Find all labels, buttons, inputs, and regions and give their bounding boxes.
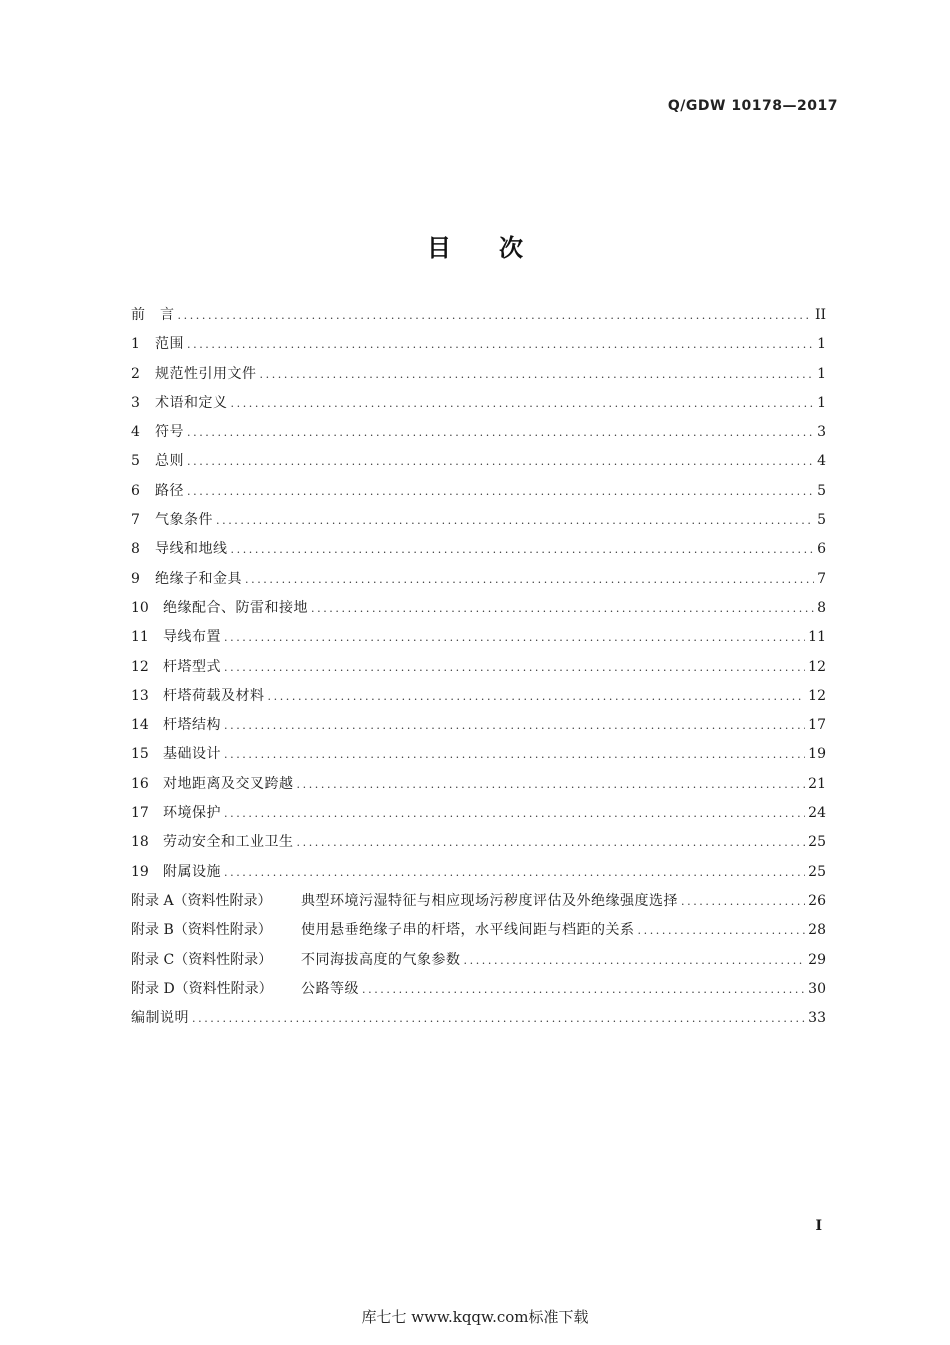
- toc-leader-dots: [187, 477, 814, 506]
- toc-entry-9[interactable]: [131, 565, 826, 594]
- toc-entry-8[interactable]: [131, 535, 826, 564]
- toc-entry-number: 8: [131, 541, 140, 558]
- toc-entry-label: 绝缘配合、防雷和接地: [163, 599, 308, 616]
- toc-leader-dots: [224, 799, 805, 828]
- toc-entry-4[interactable]: [131, 418, 826, 447]
- toc-entry-appendix-a[interactable]: [131, 887, 826, 916]
- toc-entry-label: 路径: [155, 482, 184, 499]
- toc-entry-page: 12: [808, 687, 826, 704]
- toc-entry-number: 附录 C（资料性附录）: [131, 951, 273, 968]
- toc-entry-label: 范围: [155, 336, 184, 353]
- toc-entry-number: 14: [131, 717, 149, 734]
- footer-watermark: 库七七 www.kqqw.com标准下载: [361, 1308, 589, 1326]
- toc-entry-number: 11: [131, 629, 149, 646]
- toc-entry-page: 26: [808, 892, 826, 909]
- toc-leader-dots: [268, 682, 806, 711]
- toc-entry-7[interactable]: [131, 506, 826, 535]
- toc-leader-dots: [224, 711, 805, 740]
- toc-entry-number: 5: [131, 453, 140, 470]
- toc-entry-page: 6: [817, 541, 826, 558]
- toc-entry-foreword[interactable]: [131, 301, 826, 330]
- toc-entry-number: 10: [131, 599, 149, 616]
- toc-entry-label: 不同海拔高度的气象参数: [301, 951, 461, 968]
- toc-entry-19[interactable]: [131, 858, 826, 887]
- toc-title: 目次: [427, 234, 571, 262]
- toc-entry-number: 附录 A（资料性附录）: [131, 892, 272, 909]
- toc-entry-label: 气象条件: [155, 512, 213, 529]
- toc-entry-1[interactable]: [131, 330, 826, 359]
- toc-entry-appendix-b[interactable]: [131, 916, 826, 945]
- toc-leader-dots: [464, 946, 806, 975]
- toc-entry-number: 4: [131, 424, 140, 441]
- toc-entry-label: 导线布置: [163, 629, 221, 646]
- toc-leader-dots: [231, 389, 815, 418]
- toc-entry-label: 总则: [155, 453, 184, 470]
- toc-entry-page: 5: [817, 512, 826, 529]
- toc-entry-label: 使用悬垂绝缘子串的杆塔，水平线间距与档距的关系: [301, 922, 635, 939]
- toc-leader-dots: [187, 330, 814, 359]
- toc-entry-label: 杆塔结构: [163, 717, 221, 734]
- toc-leader-dots: [224, 623, 805, 652]
- toc-entry-page: 1: [817, 336, 826, 353]
- toc-entry-label: 编制说明: [131, 1010, 189, 1027]
- toc-entry-page: 33: [808, 1010, 826, 1027]
- toc-entry-label: 导线和地线: [155, 541, 228, 558]
- toc-entry-page: 3: [817, 424, 826, 441]
- toc-entry-label: 劳动安全和工业卫生: [163, 834, 294, 851]
- toc-entry-page: 7: [817, 570, 826, 587]
- toc-leader-dots: [187, 418, 814, 447]
- toc-entry-5[interactable]: [131, 447, 826, 476]
- toc-entry-label: 杆塔型式: [163, 658, 221, 675]
- toc-entry-label: 典型环境污湿特征与相应现场污秽度评估及外绝缘强度选择: [301, 892, 678, 909]
- toc-entry-number: 附录 B（资料性附录）: [131, 922, 272, 939]
- toc-entry-page: 4: [817, 453, 826, 470]
- toc-leader-dots: [231, 535, 815, 564]
- toc-leader-dots: [362, 975, 805, 1004]
- toc-entry-page: 8: [817, 599, 826, 616]
- toc-entry-number: 19: [131, 863, 149, 880]
- toc-entry-16[interactable]: [131, 770, 826, 799]
- toc-entry-page: II: [814, 307, 826, 323]
- toc-entry-15[interactable]: [131, 740, 826, 769]
- toc-leader-dots: [178, 301, 812, 330]
- toc-entry-label: 前 言: [131, 307, 175, 323]
- toc-leader-dots: [297, 828, 806, 857]
- toc-entry-label: 杆塔荷载及材料: [163, 687, 265, 704]
- toc-leader-dots: [224, 653, 805, 682]
- toc-entry-label: 环境保护: [163, 805, 221, 822]
- toc-entry-compilation-notes[interactable]: [131, 1004, 826, 1033]
- toc-leader-dots: [681, 887, 805, 916]
- toc-entry-page: 28: [808, 922, 826, 939]
- toc-leader-dots: [260, 360, 815, 389]
- toc-leader-dots: [192, 1004, 805, 1033]
- toc-entry-18[interactable]: [131, 828, 826, 857]
- toc-entry-3[interactable]: [131, 389, 826, 418]
- toc-entry-number: 15: [131, 746, 149, 763]
- toc-leader-dots: [245, 565, 814, 594]
- toc-entry-13[interactable]: [131, 682, 826, 711]
- toc-entry-label: 符号: [155, 424, 184, 441]
- toc-entry-number: 3: [131, 394, 140, 411]
- toc-entry-label: 规范性引用文件: [155, 365, 257, 382]
- toc-entry-page: 30: [808, 980, 826, 997]
- toc-entry-label: 对地距离及交叉跨越: [163, 775, 294, 792]
- toc-entry-page: 5: [817, 482, 826, 499]
- toc-leader-dots: [638, 916, 806, 945]
- toc-leader-dots: [187, 447, 814, 476]
- toc-entry-label: 公路等级: [301, 980, 359, 997]
- toc-entry-page: 19: [808, 746, 826, 763]
- toc-entry-number: 17: [131, 805, 149, 822]
- toc-entry-number: 16: [131, 775, 149, 792]
- toc-leader-dots: [224, 740, 805, 769]
- toc-entry-appendix-d[interactable]: [131, 975, 826, 1004]
- toc-entry-page: 24: [808, 805, 826, 822]
- toc-entry-number: 12: [131, 658, 149, 675]
- toc-leader-dots: [216, 506, 814, 535]
- toc-entry-number: 18: [131, 834, 149, 851]
- toc-entry-appendix-c[interactable]: [131, 946, 826, 975]
- toc-entry-label: 附属设施: [163, 863, 221, 880]
- toc-entry-number: 1: [131, 336, 140, 353]
- toc-entry-14[interactable]: [131, 711, 826, 740]
- toc-entry-page: 1: [817, 365, 826, 382]
- toc-entry-10[interactable]: [131, 594, 826, 623]
- toc-entry-page: 25: [808, 863, 826, 880]
- toc-entry-6[interactable]: [131, 477, 826, 506]
- toc-entry-number: 6: [131, 482, 140, 499]
- toc-entry-page: 25: [808, 834, 826, 851]
- toc-entry-2[interactable]: [131, 360, 826, 389]
- toc-entry-number: 附录 D（资料性附录）: [131, 980, 273, 997]
- toc-entry-page: 21: [808, 775, 826, 792]
- toc-leader-dots: [224, 858, 805, 887]
- toc-entry-number: 9: [131, 570, 140, 587]
- standard-code: Q/GDW 10178—2017: [667, 98, 838, 114]
- toc-entry-label: 术语和定义: [155, 394, 228, 411]
- toc-entry-11[interactable]: [131, 623, 826, 652]
- toc-entry-label: 基础设计: [163, 746, 221, 763]
- toc-entry-page: 12: [808, 658, 826, 675]
- toc-entry-label: 绝缘子和金具: [155, 570, 242, 587]
- toc-leader-dots: [297, 770, 806, 799]
- toc-entry-page: 29: [808, 951, 826, 968]
- toc-entry-page: 11: [808, 629, 826, 646]
- page-number: I: [815, 1218, 822, 1234]
- toc-entry-number: 7: [131, 512, 140, 529]
- toc-entry-page: 17: [808, 717, 826, 734]
- table-of-contents: [131, 301, 826, 1033]
- toc-entry-number: 2: [131, 365, 140, 382]
- toc-entry-page: 1: [817, 394, 826, 411]
- toc-entry-17[interactable]: [131, 799, 826, 828]
- toc-leader-dots: [311, 594, 814, 623]
- toc-entry-12[interactable]: [131, 653, 826, 682]
- toc-entry-number: 13: [131, 687, 149, 704]
